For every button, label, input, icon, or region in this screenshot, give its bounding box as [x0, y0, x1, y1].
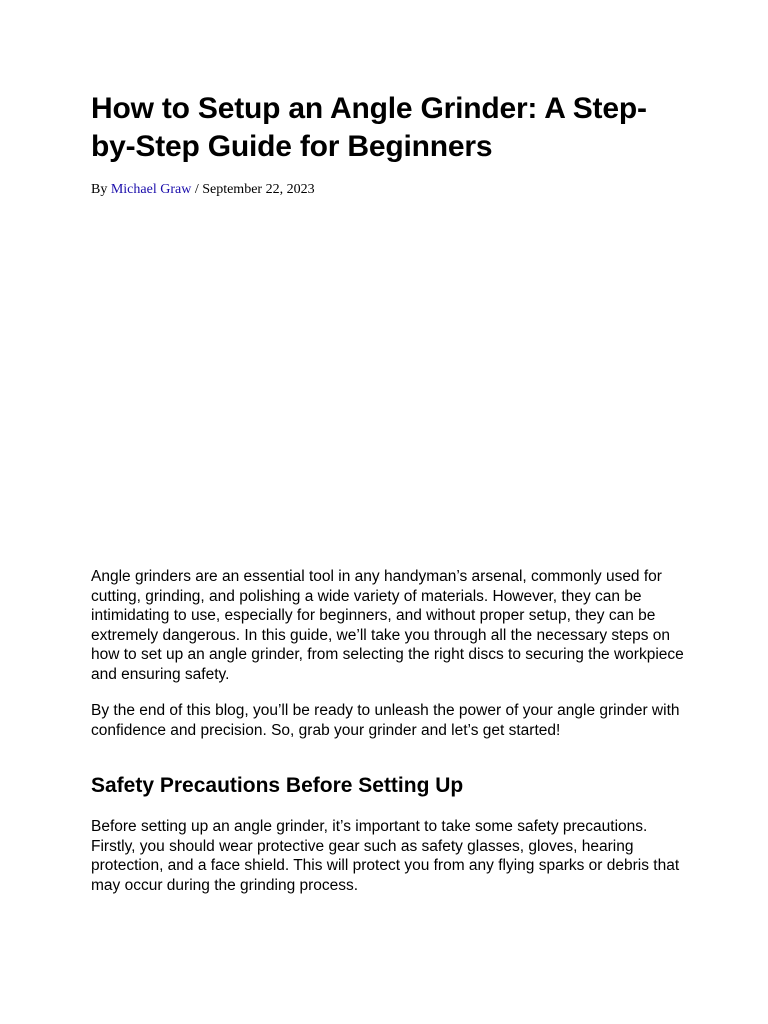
intro-paragraph: Angle grinders are an essential tool in any handyman’s arsenal, commonly used for cutting, grinding, and polishing a wide variety of materials. However, they can be intimidating to use, especially for beginners, and without proper setup, they can be extremely dangerous. In this guide, we’ll take you through all the necessary steps on how to set up an angle grinder, from selecting the right discs to securing the workpiece and ensuring safety. [91, 568, 684, 683]
article-title: How to Setup an Angle Grinder: A Step-by-Step Guide for Beginners [91, 92, 647, 163]
byline [91, 181, 691, 199]
byline-prefix: By [91, 182, 111, 197]
section-heading: Safety Precautions Before Setting Up [91, 774, 464, 797]
media-placeholder [91, 199, 691, 567]
publish-date: September 22, 2023 [202, 182, 315, 197]
article [91, 90, 691, 912]
byline-separator: / [191, 182, 203, 197]
intro-paragraph-2: By the end of this blog, you’ll be ready to unleash the power of your angle grinder with confidence and precision. So, grab your grinder and let’s get started! [91, 702, 680, 739]
author-link[interactable]: Michael Graw [110, 182, 192, 197]
section-paragraph: Before setting up an angle grinder, it’s important to take some safety precautions. Firstly, you should wear protective gear such as safety glasses, gloves, hearing protection, and a face shield. This will protect you from any flying sparks or debris that may occur during the grinding process. [91, 818, 680, 894]
